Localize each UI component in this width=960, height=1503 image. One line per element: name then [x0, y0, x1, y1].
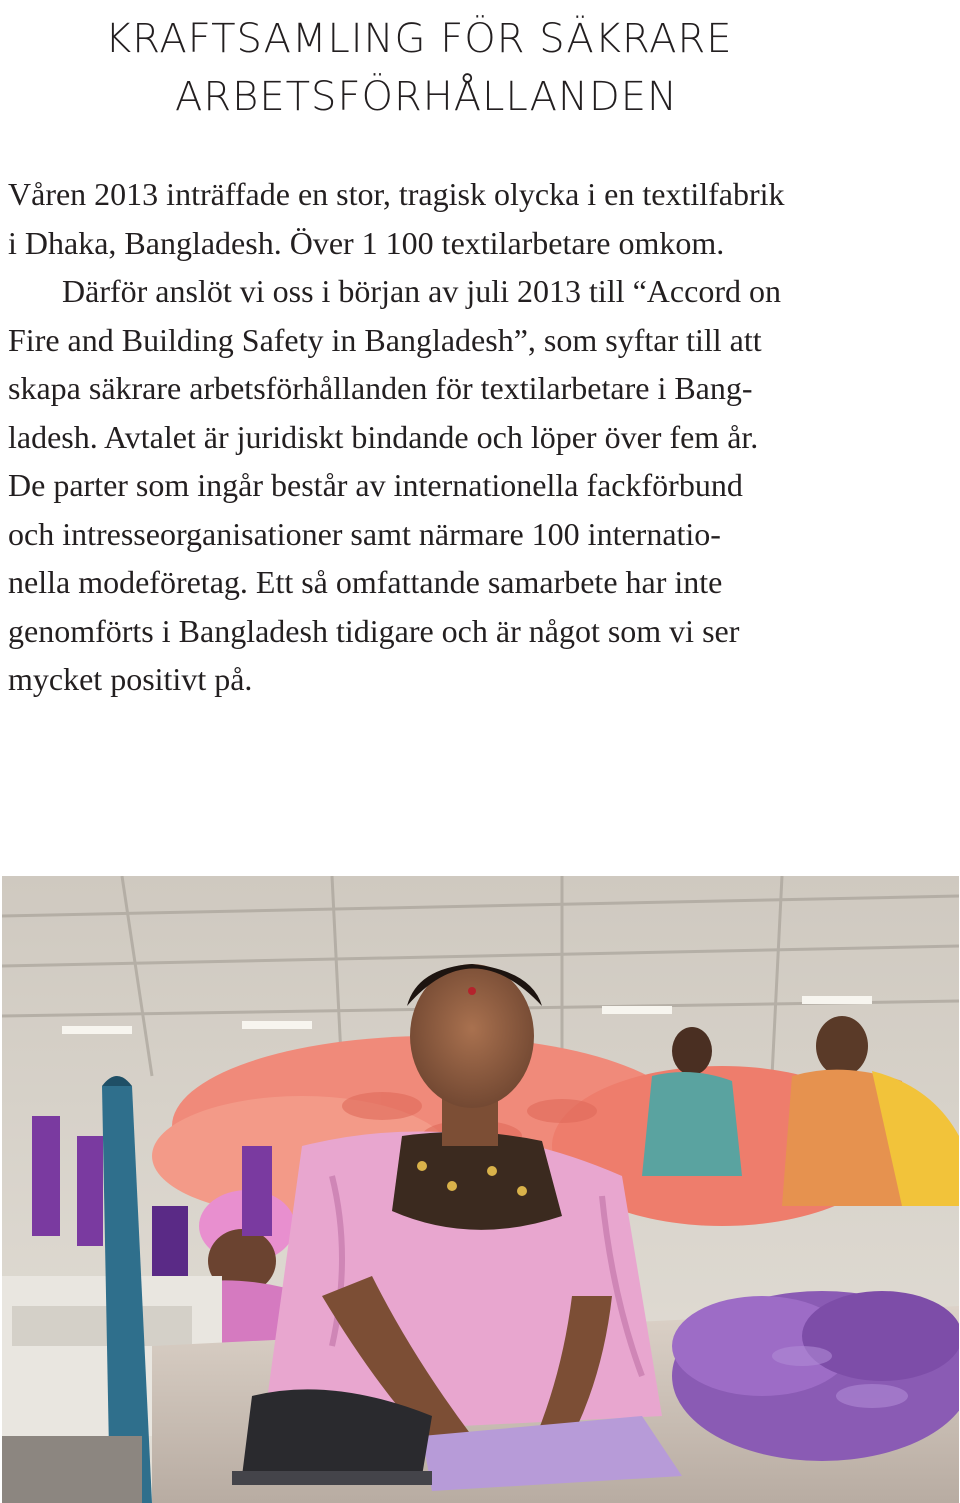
- page-title: [105, 10, 955, 126]
- body-line-2: i Dhaka, Bangladesh. Över 1 100 textilarbetare omkom.: [8, 224, 725, 261]
- body-line-7: De parter som ingår består av internationella fackförbund: [8, 467, 743, 503]
- worker-face: [410, 964, 534, 1108]
- headline-line-1: KRAFTSAMLING FÖR SÄKRARE: [105, 16, 733, 62]
- body-line-4: Fire and Building Safety in Bangladesh”, som syftar till att: [8, 321, 762, 358]
- textile-factory-photo: [2, 876, 959, 1503]
- body-line-5: skapa säkrare arbetsförhållanden för textilarbetare i Bang-: [8, 370, 753, 406]
- body-line-10: genomförts i Bangladesh tidigare och är något som vi ser: [8, 612, 740, 649]
- photo-illustration: [2, 876, 959, 1503]
- thread-spool: [32, 1116, 60, 1236]
- body-line-9: nella modeföretag. Ett så omfattande samarbete har inte: [8, 564, 723, 600]
- body-line-8: och intresseorganisationer samt närmare 100 internatio-: [8, 515, 721, 552]
- article-body: [8, 170, 958, 704]
- body-line-11: mycket positivt på.: [8, 661, 253, 697]
- body-line-1: Våren 2013 inträffade en stor, tragisk olycka i en textilfabrik: [8, 176, 785, 212]
- body-line-6: ladesh. Avtalet är juridiskt bindande och löper över fem år.: [8, 418, 759, 455]
- headline-line-2: ARBETSFÖRHÅLLANDEN: [175, 74, 678, 120]
- body-line-3: Därför anslöt vi oss i början av juli 2013 till “Accord on: [62, 273, 781, 309]
